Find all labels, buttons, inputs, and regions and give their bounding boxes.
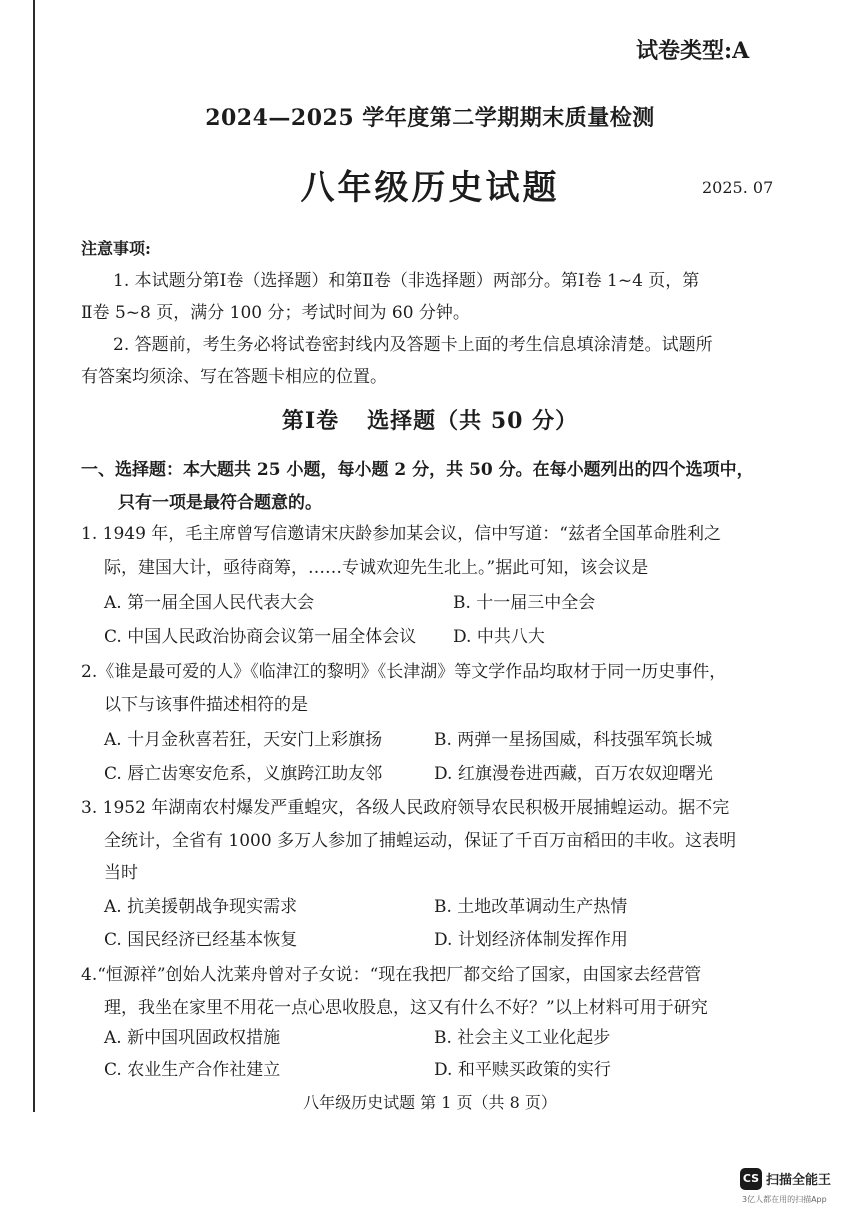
option-d: D. 红旗漫卷进西藏，百万农奴迎曙光: [434, 764, 713, 784]
question-stem: 4.“恒源祥”创始人沈莱舟曾对子女说：“现在我把厂都交给了国家，由国家去经营管: [81, 965, 702, 985]
section-title: [0, 404, 860, 435]
option-b: B. 两弹一星扬国威，科技强军筑长城: [434, 730, 713, 750]
question-stem: 全统计，全省有 1000 多万人参加了捕蝗运动，保证了千百万亩稻田的丰收。这表明: [104, 831, 737, 851]
exam-date: 2025. 07: [702, 178, 774, 197]
part-heading: 一、选择题：本大题共 25 小题，每小题 2 分，共 50 分。在每小题列出的四个选项中，: [81, 460, 754, 480]
option-c: C. 唇亡齿寒安危系，义旗跨江助友邻: [104, 764, 383, 784]
question-stem: 2.《谁是最可爱的人》《临津江的黎明》《长津湖》等文学作品均取材于同一历史事件，: [81, 662, 727, 682]
page-footer: 八年级历史试题 第 1 页（共 8 页）: [303, 1093, 557, 1112]
option-b: B. 十一届三中全会: [453, 593, 596, 613]
option-a: A. 新中国巩固政权措施: [104, 1028, 281, 1048]
exam-title: 2024—2025 学年度第二学期期末质量检测: [205, 105, 655, 131]
notes-heading: 注意事项:: [81, 239, 151, 258]
question-stem: 以下与该事件描述相符的是: [104, 695, 308, 715]
notes-line: 1. 本试题分第Ⅰ卷（选择题）和第Ⅱ卷（非选择题）两部分。第Ⅰ卷 1~4 页，第: [113, 271, 700, 291]
camscanner-logo-icon: CS: [740, 1168, 762, 1190]
notes-line: 2. 答题前，考生务必将试卷密封线内及答题卡上面的考生信息填涂清楚。试题所: [113, 335, 713, 355]
option-d: D. 中共八大: [453, 627, 545, 647]
part-heading-cont: 只有一项是最符合题意的。: [118, 493, 322, 513]
subject-title: 八年级历史试题: [300, 168, 560, 208]
option-d: D. 和平赎买政策的实行: [434, 1060, 611, 1080]
option-c: C. 农业生产合作社建立: [104, 1060, 281, 1080]
section-title-type: 选择题（共 50 分）: [367, 408, 579, 434]
scanner-watermark: [740, 1168, 850, 1208]
question-stem: 当时: [104, 863, 138, 883]
option-c: C. 国民经济已经基本恢复: [104, 930, 298, 950]
question-stem: 1. 1949 年，毛主席曾写信邀请宋庆龄参加某会议，信中写道：“兹者全国革命胜利之: [81, 524, 721, 544]
option-a: A. 十月金秋喜若狂，天安门上彩旗扬: [104, 730, 383, 750]
scanner-app-name: 扫描全能王: [766, 1173, 832, 1188]
question-stem: 理，我坐在家里不用花一点心思收股息，这又有什么不好？”以上材料可用于研究: [104, 998, 708, 1018]
section-title-volume: 第Ⅰ卷: [281, 408, 340, 434]
option-a: A. 抗美援朝战争现实需求: [104, 897, 298, 917]
notes-line: 有答案均须涂、写在答题卡相应的位置。: [81, 367, 387, 387]
option-b: B. 社会主义工业化起步: [434, 1028, 611, 1048]
question-stem: 3. 1952 年湖南农村爆发严重蝗灾，各级人民政府领导农民积极开展捕蝗运动。据不完: [81, 798, 730, 818]
option-c: C. 中国人民政治协商会议第一届全体会议: [104, 627, 417, 647]
question-stem: 际，建国大计，亟待商筹，……专诚欢迎先生北上。”据此可知，该会议是: [104, 558, 649, 578]
option-a: A. 第一届全国人民代表大会: [104, 593, 315, 613]
option-b: B. 土地改革调动生产热情: [434, 897, 628, 917]
option-d: D. 计划经济体制发挥作用: [434, 930, 628, 950]
paper-type-label: 试卷类型:A: [636, 38, 750, 64]
notes-line: Ⅱ卷 5~8 页，满分 100 分；考试时间为 60 分钟。: [81, 303, 470, 323]
scanner-tagline: 3亿人都在用的扫描App: [742, 1195, 827, 1204]
